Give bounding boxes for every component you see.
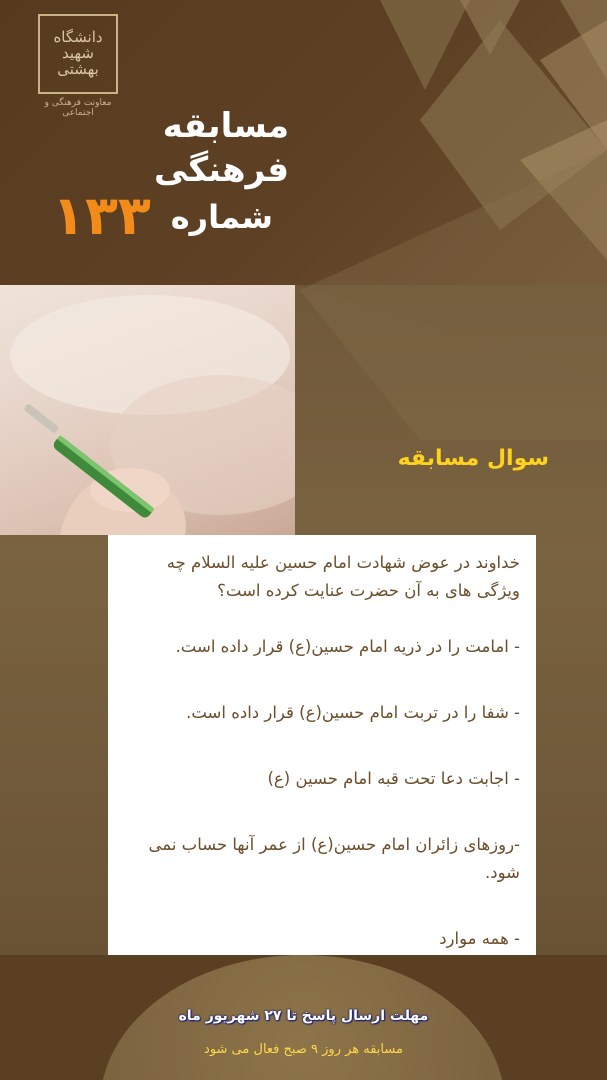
title-line-2: فرهنگی	[153, 150, 289, 190]
question-text: خداوند در عوض شهادت امام حسین علیه السلام چه ویژگی های به آن حضرت عنایت کرده است؟	[166, 553, 520, 600]
option-3: - اجابت دعا تحت قبه امام حسین (ع)	[267, 769, 520, 788]
deadline-text: مهلت ارسال پاسخ تا ۲۷ شهریور ماه	[178, 1008, 429, 1024]
question-card	[108, 535, 536, 955]
pen-illustration	[0, 285, 295, 535]
title-line-3: شماره	[170, 198, 273, 236]
option-4: -روزهای زائران امام حسین(ع) از عمر آنها حساب نمی شود.	[148, 835, 520, 882]
option-5: - همه موارد	[439, 929, 520, 948]
logo-text: دانشگاه شهید بهشتی	[53, 28, 103, 78]
section-heading: سوال مسابقه	[397, 446, 549, 471]
option-1: - امامت را در ذریه امام حسین(ع) قرار داده است.	[175, 637, 520, 656]
logo-caption: معاونت فرهنگی و اجتماعی	[44, 98, 112, 118]
option-2: - شفا را در تربت امام حسین(ع) قرار داده است.	[186, 703, 520, 722]
hand-writing-photo	[0, 285, 295, 535]
issue-number: ۱۳۳	[52, 184, 151, 247]
title-line-1: مسابقه	[162, 106, 289, 146]
schedule-text: مسابقه هر روز ۹ صبح فعال می شود	[204, 1042, 403, 1057]
university-logo	[38, 14, 118, 94]
